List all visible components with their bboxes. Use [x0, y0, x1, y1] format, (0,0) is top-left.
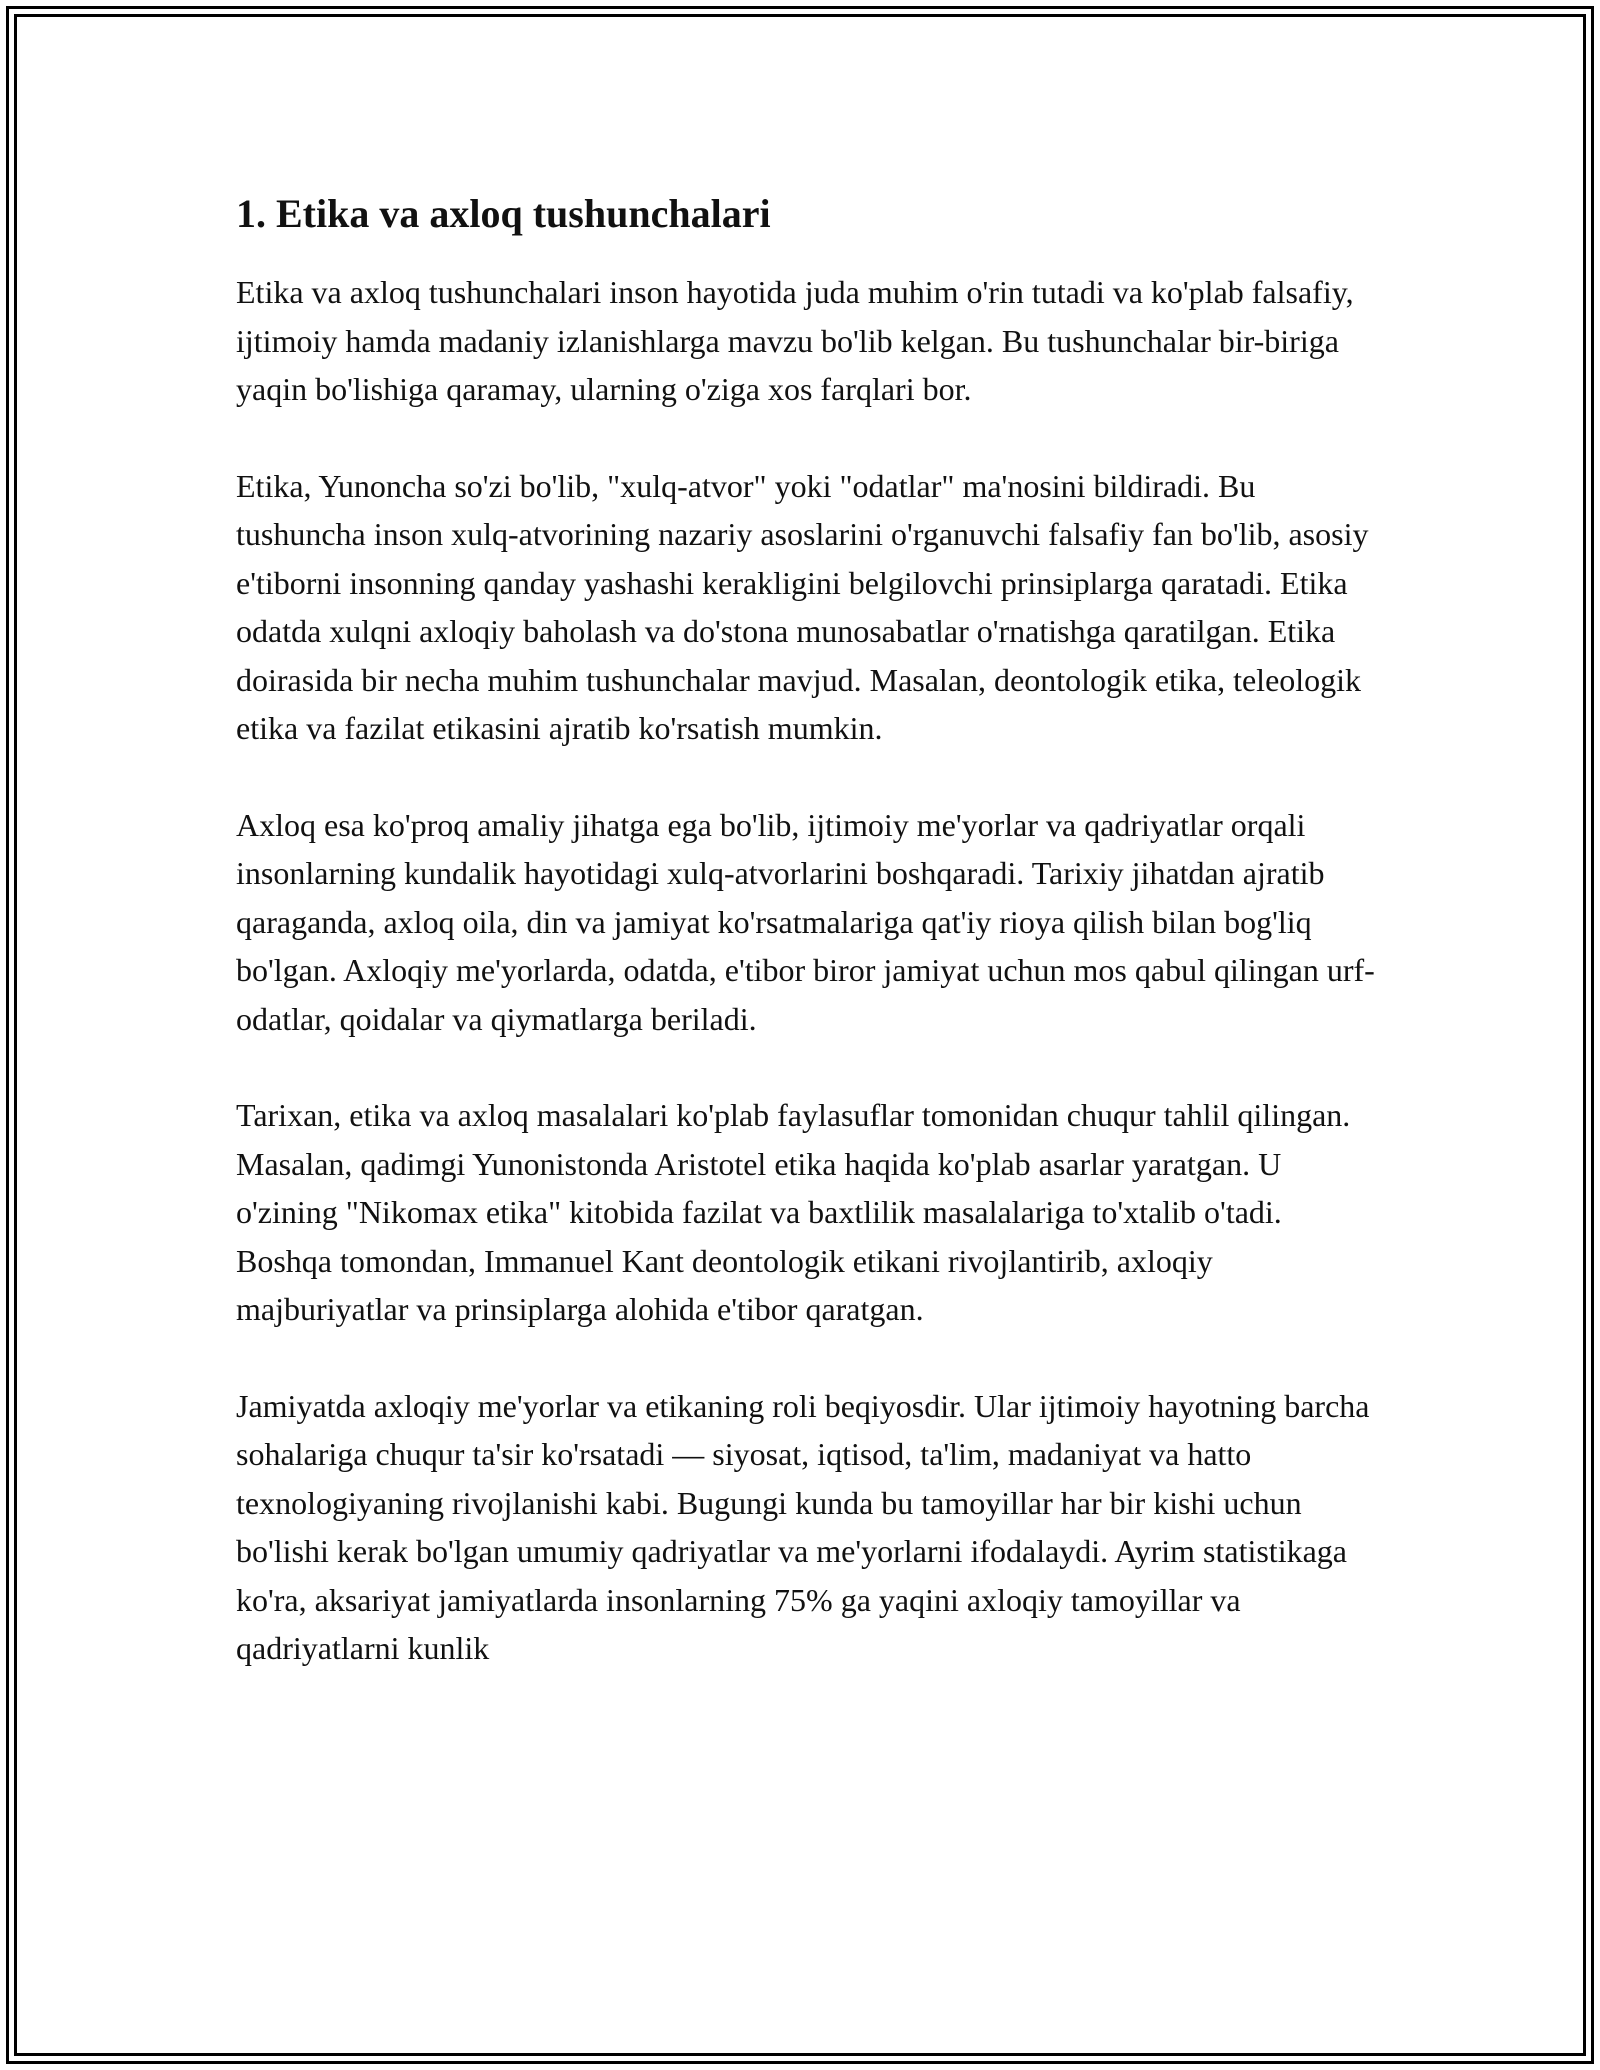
- paragraph-tarixan: Tarixan, etika va axloq masalalari ko'plab faylasuflar tomonidan chuqur tahlil qilingan. Masalan, qadimgi Yunonistonda Aristotel etika haqida ko'plab asarlar yaratgan. U o'zining "Nikomax etika" kitobida fazilat va baxtlilik masalalariga to'xtalib o'tadi. Boshqa tomondan, Immanuel Kant deontologik etikani rivojlantirib, axloqiy majburiyatlar va prinsiplarga alohida e'tibor qaratgan.: [236, 1097, 1351, 1327]
- paragraph-intro: Etika va axloq tushunchalari inson hayotida juda muhim o'rin tutadi va ko'plab falsafiy, ijtimoiy hamda madaniy izlanishlarga mavzu bo'lib kelgan. Bu tushunchalar bir-biriga yaqin bo'lishiga qaramay, ularning o'ziga xos farqlari bor.: [236, 274, 1354, 407]
- paragraph-jamiyatda: Jamiyatda axloqiy me'yorlar va etikaning roli beqiyosdir. Ular ijtimoiy hayotning barcha sohalariga chuqur ta'sir ko'rsatadi — siyosat, iqtisod, ta'lim, madaniyat va hatto texnologiyaning rivojlanishi kabi. Bugungi kunda bu tamoyillar har bir kishi uchun bo'lishi kerak bo'lgan umumiy qadriyatlar va me'yorlarni ifodalaydi. Ayrim statistikaga ko'ra, aksariyat jamiyatlarda insonlarning 75% ga yaqini axloqiy tamoyillar va qadriyatlarni kunlik: [236, 1387, 1370, 1666]
- section-title: 1. Etika va axloq tushunchalari: [236, 191, 771, 236]
- paragraph-etika: Etika, Yunoncha so'zi bo'lib, "xulq-atvor" yoki "odatlar" ma'nosini bildiradi. Bu tushuncha inson xulq-atvorining nazariy asoslarini o'rganuvchi falsafiy fan bo'lib, asosiy e'tiborni insonning qanday yashashi kerakligini belgilovchi prinsiplarga qaratadi. Etika odatda xulqni axloqiy baholash va do'stona munosabatlar o'rnatishga qaratilgan. Etika doirasida bir necha muhim tushunchalar mavjud. Masalan, deontologik etika, teleologik etika va fazilat etikasini ajratib ko'rsatish mumkin.: [236, 467, 1369, 746]
- paragraph-axloq: Axloq esa ko'proq amaliy jihatga ega bo'lib, ijtimoiy me'yorlar va qadriyatlar orqali insonlarning kundalik hayotidagi xulq-atvorlarini boshqaradi. Tarixiy jihatdan ajratib qaraganda, axloq oila, din va jamiyat ko'rsatmalariga qat'iy rioya qilish bilan bog'liq bo'lgan. Axloqiy me'yorlarda, odatda, e'tibor biror jamiyat uchun mos qabul qilingan urf-odatlar, qoidalar va qiymatlarga beriladi.: [236, 806, 1375, 1037]
- document-body: [236, 190, 1376, 1721]
